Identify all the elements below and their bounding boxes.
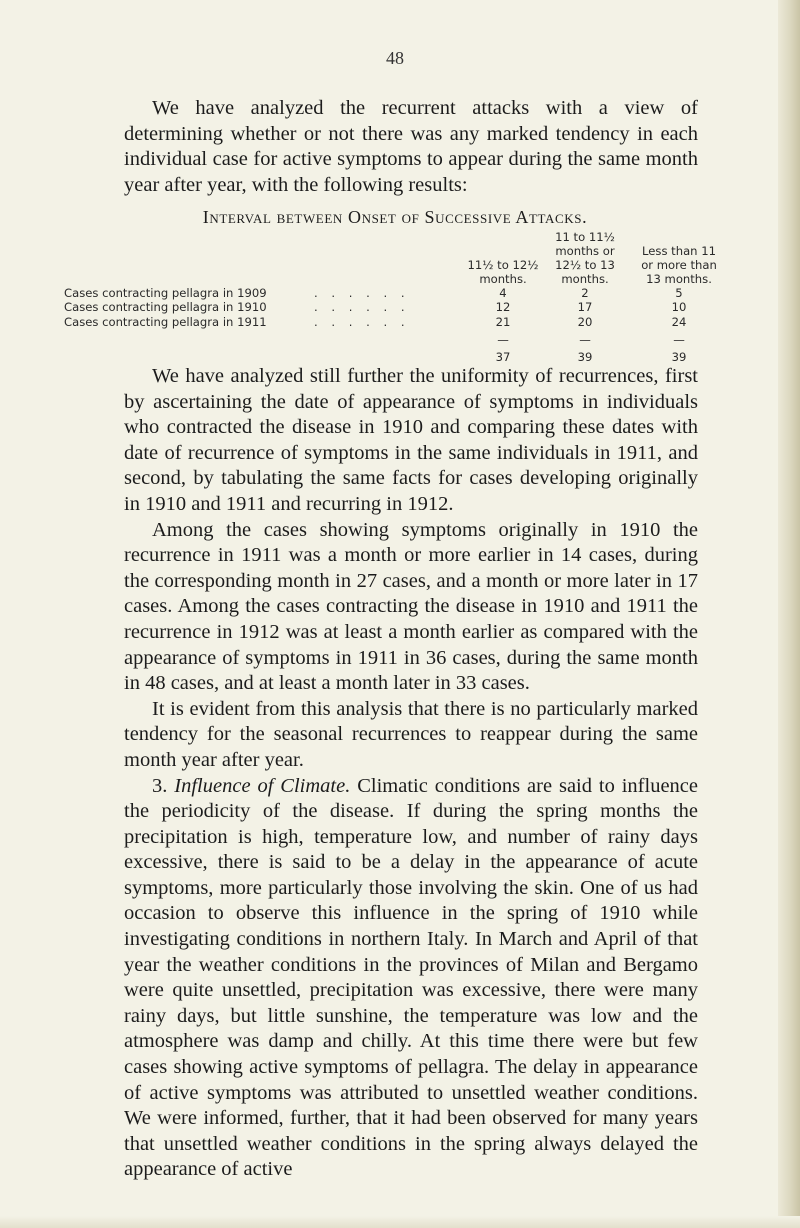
col2-header-line2: months or (555, 244, 615, 258)
cell: 21 (495, 315, 511, 329)
total-cell: 39 (577, 350, 593, 364)
table-title: Interval between Onset of Successive Attacks. (202, 207, 588, 227)
row-leader-dots: . . . . . . (314, 300, 410, 314)
row-label: Cases contracting pellagra in 1911 (64, 315, 267, 329)
table-row (64, 286, 724, 300)
total-cell: 39 (671, 350, 687, 364)
paragraph-recurrence-counts: Among the cases showing symptoms originally in 1910 the recurrence in 1911 was a month or more earlier in 14 cases, during the corresponding month in 27 cases, and a month or more later in 17 cases. Among the cases contracting the disease in 1910 and 1911 the recurrence in 1912 was at least a month earlier as compared with the appearance of symptoms in 1911 in 36 cases, during the same month in 48 cases, and at least a month later in 33 cases. (124, 518, 698, 695)
paragraph-conclusion: It is evident from this analysis that there is no particularly marked tendency for the seasonal recurrences to reappear during the same month year after year. (124, 697, 698, 771)
cell: 24 (671, 315, 687, 329)
col1-header-line4: months. (479, 272, 527, 286)
col1-header-line3: 11½ to 12½ (467, 258, 539, 272)
row-leader-dots: . . . . . . (314, 286, 410, 300)
total-cell: 37 (495, 350, 511, 364)
col2-header-line1: 11 to 11½ (555, 230, 615, 244)
row-label: Cases contracting pellagra in 1909 (64, 286, 267, 300)
col3-header-line4: 13 months. (646, 272, 712, 286)
section-number: 3. (152, 774, 168, 797)
cell: 12 (495, 300, 511, 314)
table-row (64, 315, 724, 329)
table-row (64, 300, 724, 314)
row-label: Cases contracting pellagra in 1910 (64, 300, 267, 314)
paragraph-uniformity: We have analyzed still further the uniformity of recurrences, first by ascertaining the date of appearance of symptoms in individuals who contracted the disease in 1910 and comparing these dates with date of recurrence of symptoms in the same individuals in 1911, and second, by tabulating the same facts for cases developing originally in 1910 and 1911 and recurring in 1912. (124, 365, 698, 515)
col2-header-line4: months. (561, 272, 609, 286)
cell: 5 (675, 286, 683, 300)
cell: 10 (671, 300, 687, 314)
totals-row (64, 350, 724, 364)
section-heading: Influence of Climate. (174, 774, 351, 797)
page-bottom-edge (0, 1216, 800, 1228)
paragraph-climate (124, 774, 698, 1184)
intro-paragraph: We have analyzed the recurrent attacks with a view of determining whether or not there was any marked tendency in each individual case for active symptoms to appear during the same month year after year, with the following results: (124, 97, 698, 196)
page-number: 48 (386, 48, 404, 68)
total-rule: — (673, 333, 685, 347)
section-text: Climatic conditions are said to influence the periodicity of the disease. If during the spring months the precipitation is high, temperature low, and number of rainy days excessive, there is said to be a delay in the appearance of acute symptoms, more particularly those involving the skin. One of us had occasion to observe this influence in the spring of 1910 while investigating conditions in northern Italy. In March and April of that year the weather conditions in the provinces of Milan and Bergamo were quite unsettled, precipitation was excessive, there were many rainy days, but little sunshine, the temperature was low and the atmosphere was damp and chilly. At this time there were but few cases showing active symptoms of pellagra. The delay in appearance of active symptoms was attributed to unsettled weather conditions. We were informed, further, that it had been observed for many years that unsettled weather conditions in the spring always delayed the appearance of active (124, 774, 698, 1181)
col3-header-line2: Less than 11 (642, 244, 716, 258)
col2-header-line3: 12½ to 13 (555, 258, 615, 272)
cell: 2 (581, 286, 589, 300)
cell: 17 (577, 300, 593, 314)
cell: 4 (499, 286, 507, 300)
body-text (124, 364, 698, 1183)
row-leader-dots: . . . . . . (314, 315, 410, 329)
cell: 20 (577, 315, 593, 329)
total-rule-row (64, 333, 724, 347)
total-rule: — (497, 333, 509, 347)
total-rule: — (579, 333, 591, 347)
col3-header-line3: or more than (641, 258, 717, 272)
page-edge-shadow (778, 0, 800, 1228)
